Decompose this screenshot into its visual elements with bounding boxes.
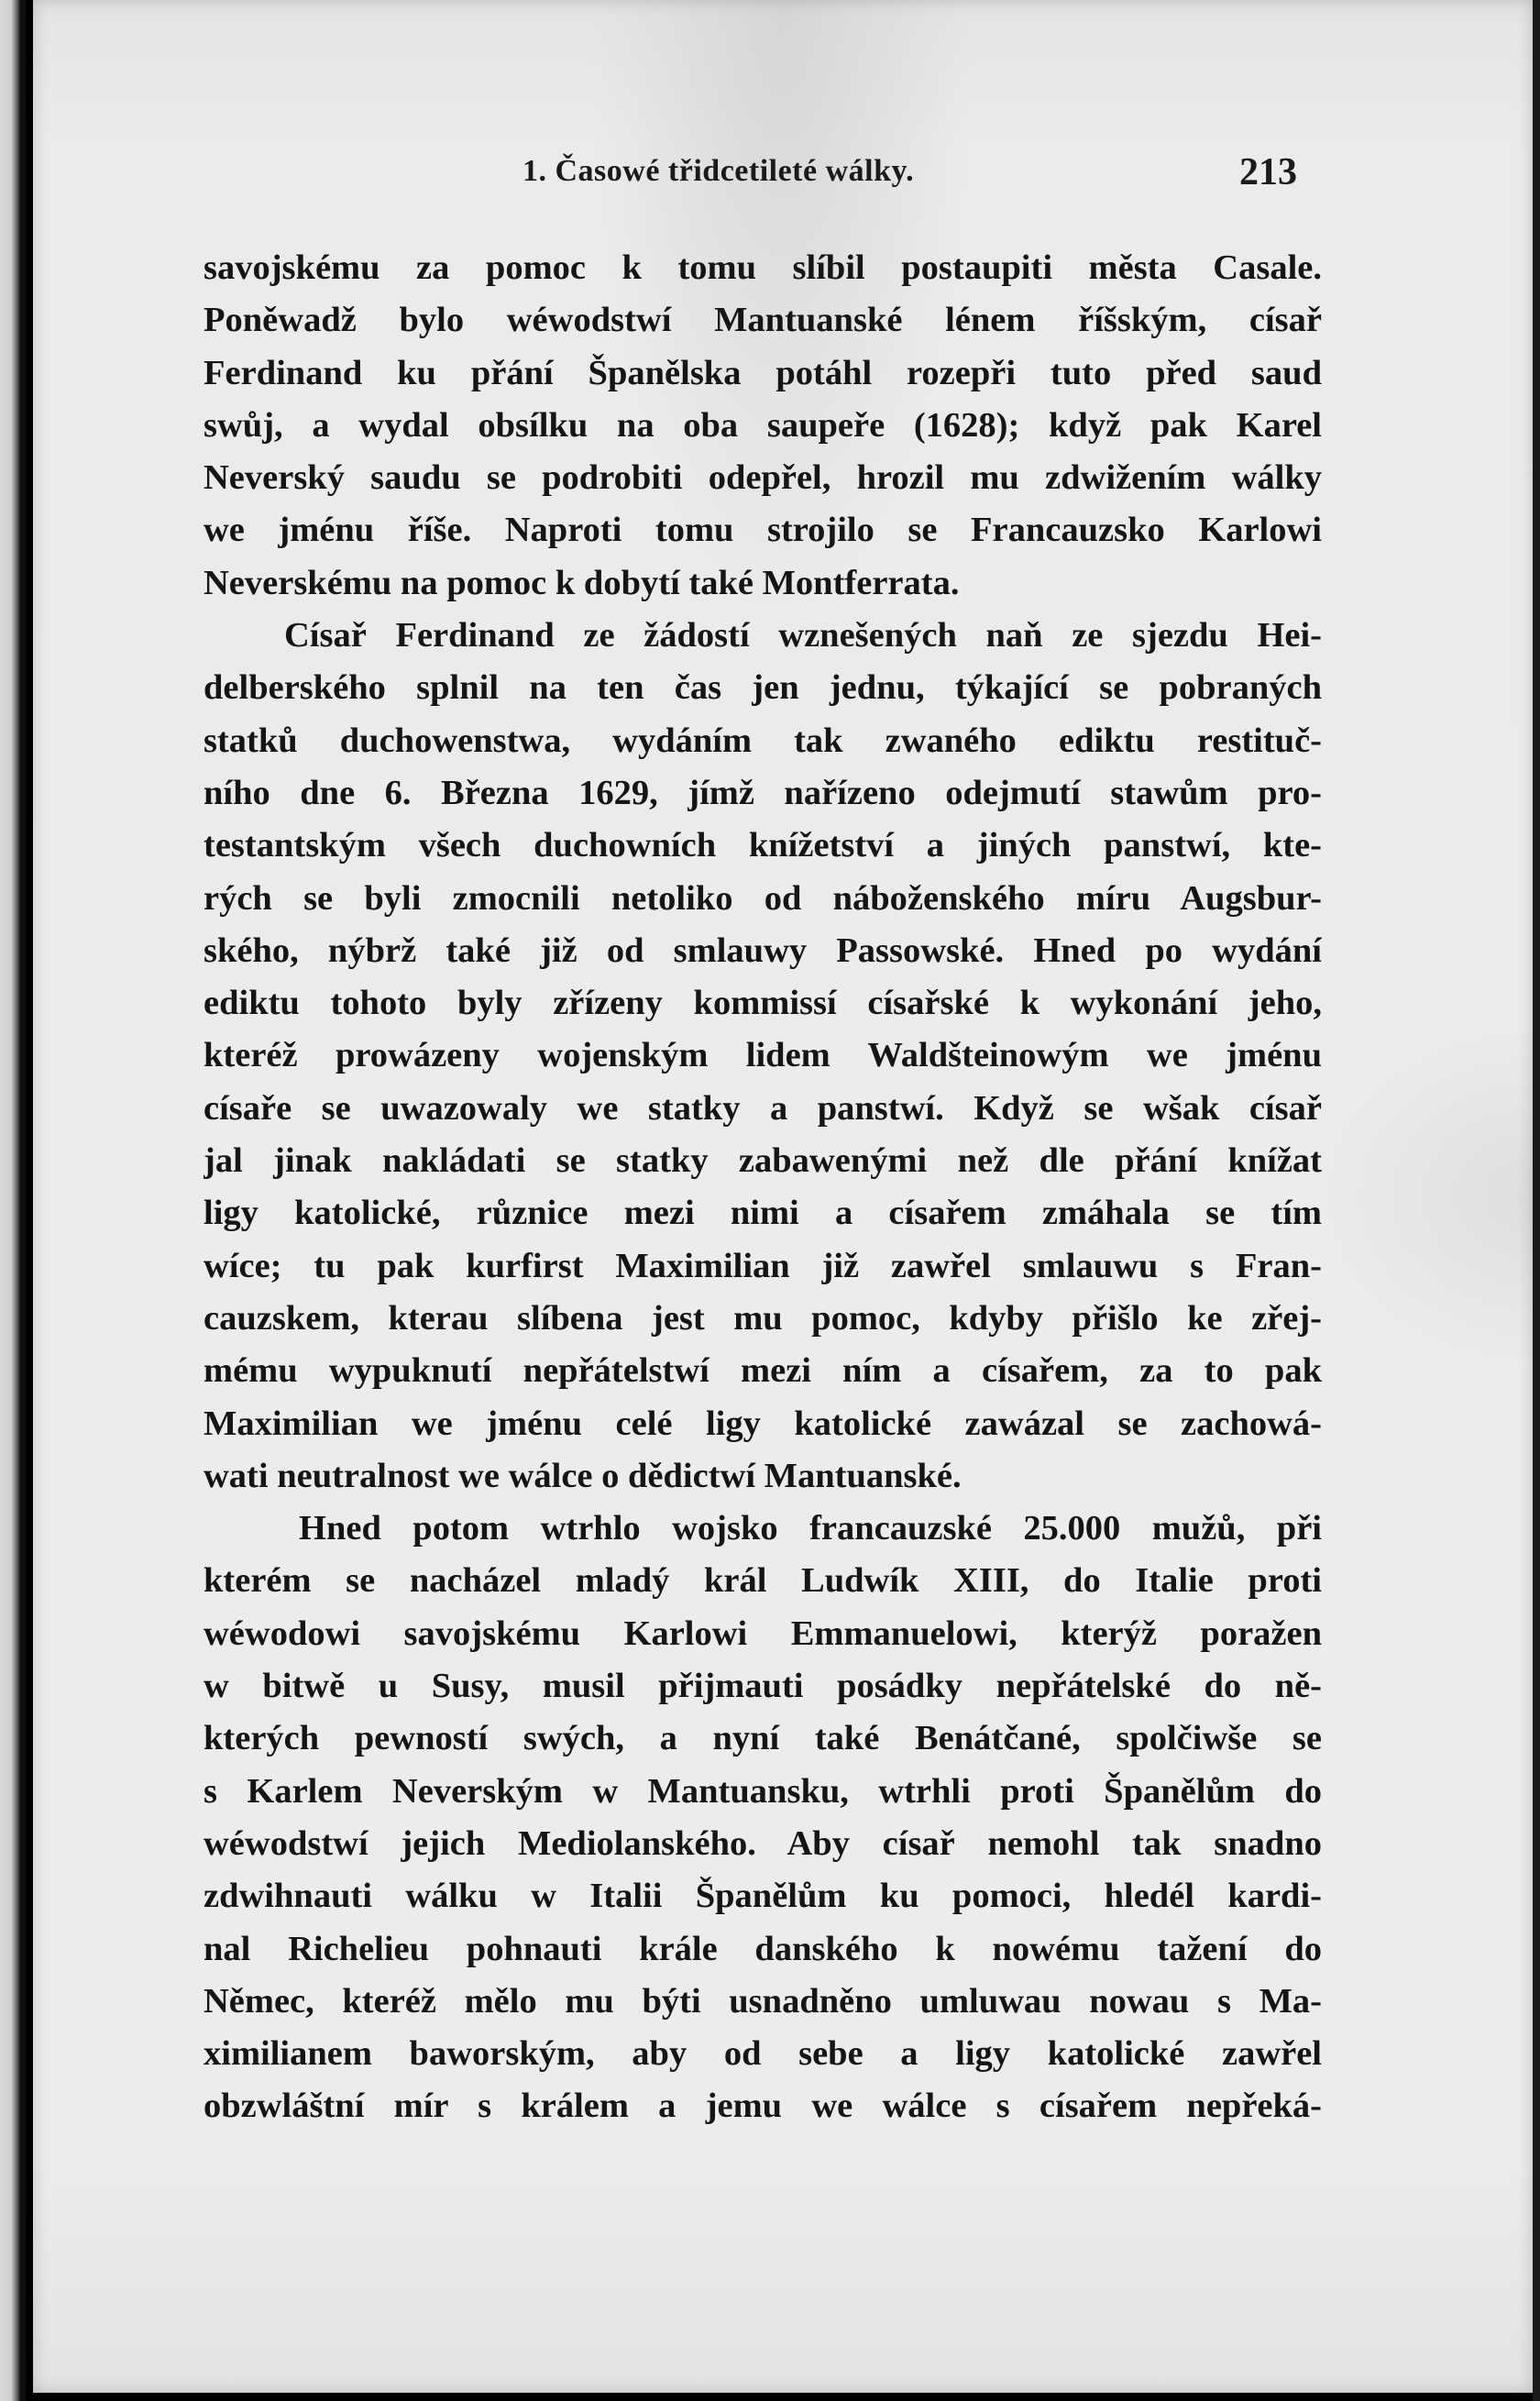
text-line: statků duchowenstwa, wydáním tak zwaného ediktu restituč- xyxy=(204,721,1322,760)
previous-page-edge xyxy=(0,0,20,2401)
text-line: Poněwadž bylo wéwodstwí Mantuanské lénem říšským, císař xyxy=(204,301,1322,340)
text-line: w bitwě u Susy, musil přijmauti posádky nepřátelské do ně- xyxy=(204,1667,1322,1706)
scan-right-border xyxy=(1533,0,1540,2401)
text-line: Němec, kteréž mělo mu býti usnadněno umluwau nowau s Ma- xyxy=(204,1981,1322,2021)
text-line: Císař Ferdinand ze žádostí wznešených naň ze sjezdu Hei- xyxy=(284,616,1322,655)
body-text xyxy=(204,242,1322,2133)
text-line: Neverskému na pomoc k dobytí také Montferrata. xyxy=(204,563,960,602)
text-line: nal Richelieu pohnauti krále danského k nowému tažení do xyxy=(204,1929,1322,1968)
text-line: Hned potom wtrhlo wojsko francauzské 25.000 mužů, při xyxy=(299,1509,1322,1548)
text-line: ligy katolické, různice mezi nimi a císařem zmáhala se tím xyxy=(204,1194,1322,1233)
text-line: ediktu tohoto byly zřízeny kommissí císařské k wykonání jeho, xyxy=(204,984,1322,1023)
text-line: ního dne 6. Března 1629, jímž nařízeno odejmutí stawům pro- xyxy=(204,773,1322,812)
text-line: Maximilian we jménu celé ligy katolické zawázal se zachowá- xyxy=(204,1404,1322,1443)
text-line: Ferdinand ku přání Španělska potáhl rozepři tuto před saud xyxy=(204,353,1322,392)
text-line: wéwodowi savojskému Karlowi Emmanuelowi, kterýž poražen xyxy=(204,1614,1322,1653)
text-line: cauzskem, kterau slíbena jest mu pomoc, kdyby přišlo ke zřej- xyxy=(204,1298,1322,1338)
text-line: wéwodstwí jejich Mediolanského. Aby císař nemohl tak snadno xyxy=(204,1823,1322,1863)
text-line: jal jinak nakládati se statky zabawenými než dle přání knížat xyxy=(204,1141,1322,1181)
running-head xyxy=(0,151,1540,200)
text-line: zdwihnauti wálku w Italii Španělům ku pomoci, hledél kardi- xyxy=(204,1877,1322,1916)
text-line: savojskému za pomoc k tomu slíbil postaupiti města Casale. xyxy=(204,248,1322,287)
page-number: 213 xyxy=(1239,151,1297,193)
text-line: mému wypuknutí nepřátelstwí mezi ním a císařem, za to pak xyxy=(204,1351,1322,1391)
text-line: obzwláštní mír s králem a jemu we wálce s císařem nepřeká- xyxy=(204,2087,1322,2126)
chapter-title: 1. Časowé třidcetileté wálky. xyxy=(522,154,915,188)
text-line: testantským všech duchowních knížetství a jiných panstwí, kte- xyxy=(204,826,1322,865)
text-line: delberského splnil na ten čas jen jednu, týkající se pobraných xyxy=(204,668,1322,708)
text-line: wati neutralnost we wálce o dědictwí Mantuanské. xyxy=(204,1456,962,1495)
text-line: we jménu říše. Naproti tomu strojilo se Francauzsko Karlowi xyxy=(204,511,1322,550)
text-line: ximilianem baworským, aby od sebe a ligy katolické zawřel xyxy=(204,2034,1322,2074)
text-line: rých se byli zmocnili netoliko od náboženského míru Augsbur- xyxy=(204,878,1322,918)
text-line: wíce; tu pak kurfirst Maximilian již zawřel smlauwu s Fran- xyxy=(204,1246,1322,1285)
text-line: císaře se uwazowaly we statky a panstwí. Když se wšak císař xyxy=(204,1088,1322,1128)
text-line: swůj, a wydal obsílku na oba saupeře (1628); když pak Karel xyxy=(204,405,1322,445)
text-line: ského, nýbrž také již od smlauwy Passowské. Hned po wydání xyxy=(204,931,1322,970)
text-line: kterém se nacházel mladý král Ludwík XIII, do Italie proti xyxy=(204,1561,1322,1601)
text-line: Neverský saudu se podrobiti odepřel, hrozil mu zdwižením wálky xyxy=(204,458,1322,498)
text-line: s Karlem Neverským w Mantuansku, wtrhli proti Španělům do xyxy=(204,1771,1322,1811)
text-line: kteréž prowázeny wojenským lidem Waldšteinowým we jménu xyxy=(204,1036,1322,1075)
text-line: kterých pewností swých, a nyní také Benátčané, spolčiwše se xyxy=(204,1719,1322,1758)
